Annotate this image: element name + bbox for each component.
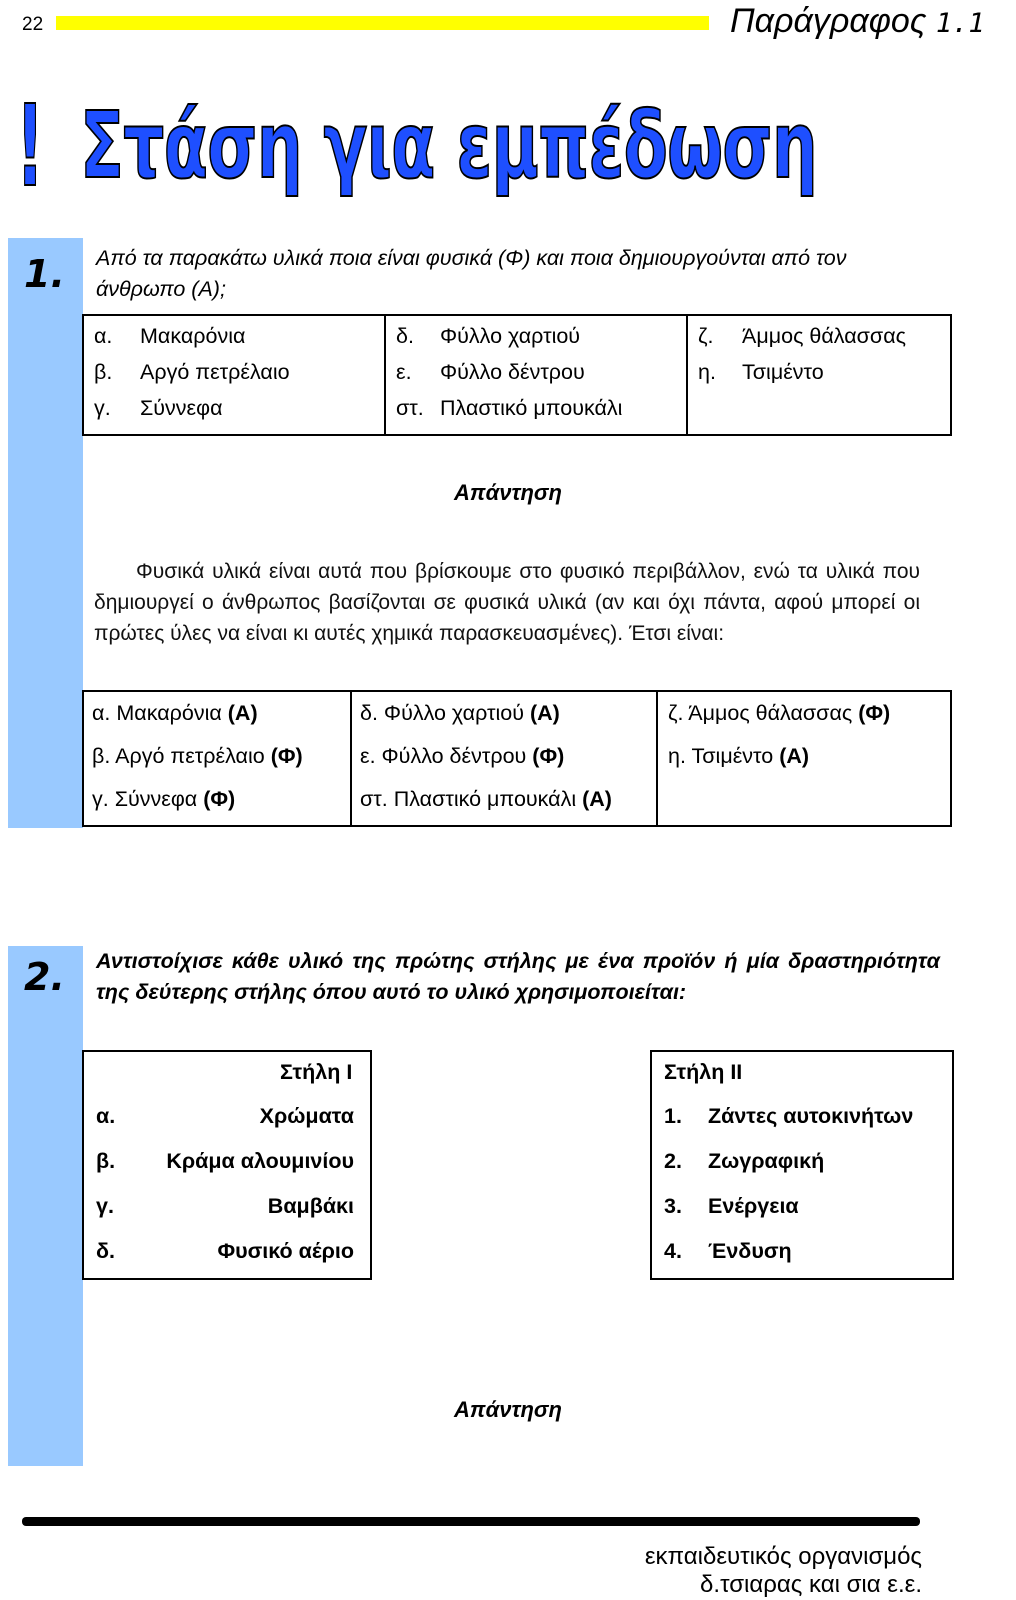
answer-row: η. Τσιμέντο (Α): [668, 744, 810, 768]
col1-item: Βαμβάκι: [267, 1194, 354, 1218]
answer-row: γ. Σύννεφα (Φ): [92, 787, 236, 811]
answer-row: α. Μακαρόνια (Α): [92, 701, 258, 725]
col2-item: Ένδυση: [708, 1239, 792, 1263]
col1-item: Χρώματα: [259, 1104, 354, 1128]
exclamation-icon: !: [16, 82, 45, 212]
answer-row: ε. Φύλλο δέντρου (Φ): [360, 744, 565, 768]
col2-item: Ζάντες αυτοκινήτων: [708, 1104, 914, 1128]
option-row: η. Τσιμέντο: [698, 360, 824, 384]
answers-col-3: [657, 691, 951, 826]
answer-row: στ. Πλαστικό μπουκάλι (Α): [360, 787, 612, 811]
column-2-box: [650, 1050, 954, 1280]
col2-item: Ενέργεια: [708, 1194, 799, 1218]
col1-letter: β.: [96, 1149, 116, 1173]
col2-number: 1.: [664, 1104, 682, 1128]
options-col-1: [83, 315, 385, 435]
section-word: Παράγραφος: [730, 2, 927, 40]
header-yellow-bar: [56, 16, 709, 30]
option-row: ζ. Άμμος θάλασσας: [698, 324, 906, 348]
answer-row: ζ. Άμμος θάλασσας (Φ): [668, 701, 891, 725]
option-row: γ. Σύννεφα: [94, 396, 223, 420]
col2-item: Ζωγραφική: [708, 1149, 825, 1173]
section-title: [730, 2, 985, 41]
banner-title: Στάση για εμπέδωση: [80, 92, 818, 199]
option-row: στ. Πλαστικό μπουκάλι: [396, 396, 623, 420]
footer-rule: [22, 1517, 920, 1526]
answer-row: β. Αργό πετρέλαιο (Φ): [92, 744, 303, 768]
col2-number: 2.: [664, 1149, 682, 1173]
answer-row: δ. Φύλλο χαρτιού (Α): [360, 701, 560, 725]
question-1-text: Από τα παρακάτω υλικά ποια είναι φυσικά (Φ) και ποια δημιουργούνται από τον άνθρωπο (Α);: [96, 246, 847, 301]
options-col-2: [385, 315, 687, 435]
q1-answer-title: Απάντηση: [454, 480, 562, 505]
page-number: 22: [22, 14, 44, 35]
options-col-3: [687, 315, 951, 435]
footer-line-1: εκπαιδευτικός οργανισμός: [644, 1543, 922, 1570]
column-1-box: [82, 1050, 372, 1280]
q1-answer-text: Φυσικά υλικά είναι αυτά που βρίσκουμε στο φυσικό περιβάλλον, ενώ τα υλικά που δημιουργεί ο άνθρωπος βασίζονται σε φυσικά υλικά (αν και όχι πάντα, αφού μπορεί οι πρώτες ύλες να είναι κι αυτές χημικά παρασκευασμένες). Έτσι είναι:: [94, 560, 920, 645]
question-1-number: 1.: [24, 252, 65, 296]
q2-side-bar: [8, 946, 83, 1466]
column-1-title: Στήλη Ι: [280, 1060, 353, 1084]
col1-item: Φυσικό αέριο: [217, 1239, 354, 1263]
answers-col-2: [351, 691, 657, 826]
col1-letter: δ.: [96, 1239, 116, 1263]
col2-number: 3.: [664, 1194, 682, 1218]
footer-line-2: δ.τσιαρας και σια ε.ε.: [700, 1571, 922, 1598]
column-2-title: Στήλη ΙΙ: [664, 1060, 743, 1084]
option-row: ε. Φύλλο δέντρου: [396, 360, 585, 384]
option-row: β. Αργό πετρέλαιο: [94, 360, 290, 384]
col2-number: 4.: [664, 1239, 682, 1263]
col1-letter: γ.: [96, 1194, 114, 1218]
answers-col-1: [83, 691, 351, 826]
col1-letter: α.: [96, 1104, 116, 1128]
section-number: 1.1: [935, 8, 985, 39]
q1-answers-table: [82, 690, 952, 827]
q2-answer-title: Απάντηση: [454, 1397, 562, 1422]
question-2-number: 2.: [24, 955, 65, 999]
option-row: α. Μακαρόνια: [94, 324, 246, 348]
q1-options-table: [82, 314, 952, 436]
col1-item: Κράμα αλουμινίου: [166, 1149, 354, 1173]
question-2-text: Αντιστοίχισε κάθε υλικό της πρώτης στήλης με ένα προϊόν ή μία δραστηριότητα της δεύτερης στήλης όπου αυτό το υλικό χρησιμοποιείται:: [96, 949, 940, 1004]
option-row: δ. Φύλλο χαρτιού: [396, 324, 581, 348]
q1-side-bar: [8, 238, 83, 828]
